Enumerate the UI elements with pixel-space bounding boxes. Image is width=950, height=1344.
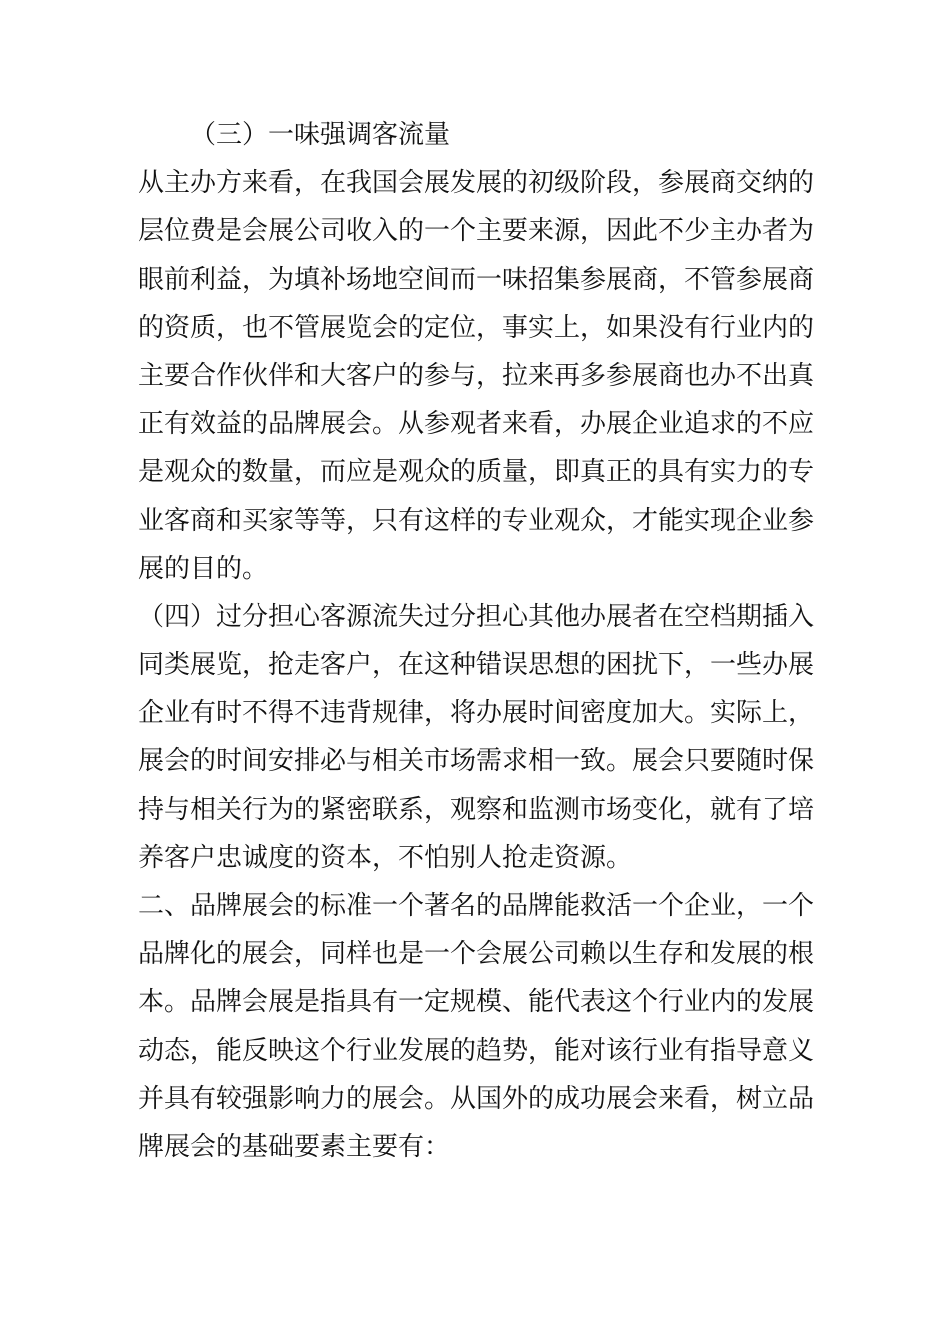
paragraph-line: 展的目的。 xyxy=(138,553,269,584)
body-text xyxy=(138,111,818,1171)
paragraph-line: 从主办方来看，在我国会展发展的初级阶段，参展商交纳的 xyxy=(138,168,815,199)
paragraph-line: 正有效益的品牌展会。从参观者来看，办展企业追求的不应 xyxy=(138,409,815,440)
paragraph-line: 二、品牌展会的标准一个著名的品牌能救活一个企业，一个 xyxy=(138,891,815,921)
paragraph-line: （四）过分担心客源流失过分担心其他办展者在空档期插入 xyxy=(138,601,815,632)
paragraph-line: 层位费是会展公司收入的一个主要来源，因此不少主办者为 xyxy=(138,216,815,247)
paragraph-line: 本。品牌会展是指具有一定规模、能代表这个行业内的发展 xyxy=(138,987,815,1018)
paragraph-line: 养客户忠诚度的资本，不怕别人抢走资源。 xyxy=(138,842,633,873)
paragraph-line: 品牌化的展会，同样也是一个会展公司赖以生存和发展的根 xyxy=(138,939,815,970)
paragraph-line: 牌展会的基础要素主要有： xyxy=(138,1131,451,1162)
section-heading: （三）一味强调客流量 xyxy=(190,120,451,150)
paragraph-line: 主要合作伙伴和大客户的参与，拉来再多参展商也办不出真 xyxy=(138,360,815,391)
paragraph-line: 并具有较强影响力的展会。从国外的成功展会来看，树立品 xyxy=(138,1083,815,1114)
paragraph-line: 企业有时不得不违背规律，将办展时间密度加大。实际上， xyxy=(138,698,815,729)
paragraph-line: 眼前利益，为填补场地空间而一味招集参展商，不管参展商 xyxy=(138,264,815,295)
paragraph-line: 是观众的数量，而应是观众的质量，即真正的具有实力的专 xyxy=(138,457,815,488)
paragraph-line: 持与相关行为的紧密联系，观察和监测市场变化，就有了培 xyxy=(138,794,815,825)
paragraph-line: 业客商和买家等等，只有这样的专业观众，才能实现企业参 xyxy=(138,505,815,536)
paragraph-line: 展会的时间安排必与相关市场需求相一致。展会只要随时保 xyxy=(138,746,815,777)
paragraph-line: 同类展览，抢走客户，在这种错误思想的困扰下，一些办展 xyxy=(138,650,815,681)
paragraph-line: 动态，能反映这个行业发展的趋势，能对该行业有指导意义 xyxy=(138,1035,815,1066)
paragraph-line: 的资质，也不管展览会的定位，事实上，如果没有行业内的 xyxy=(138,312,815,343)
